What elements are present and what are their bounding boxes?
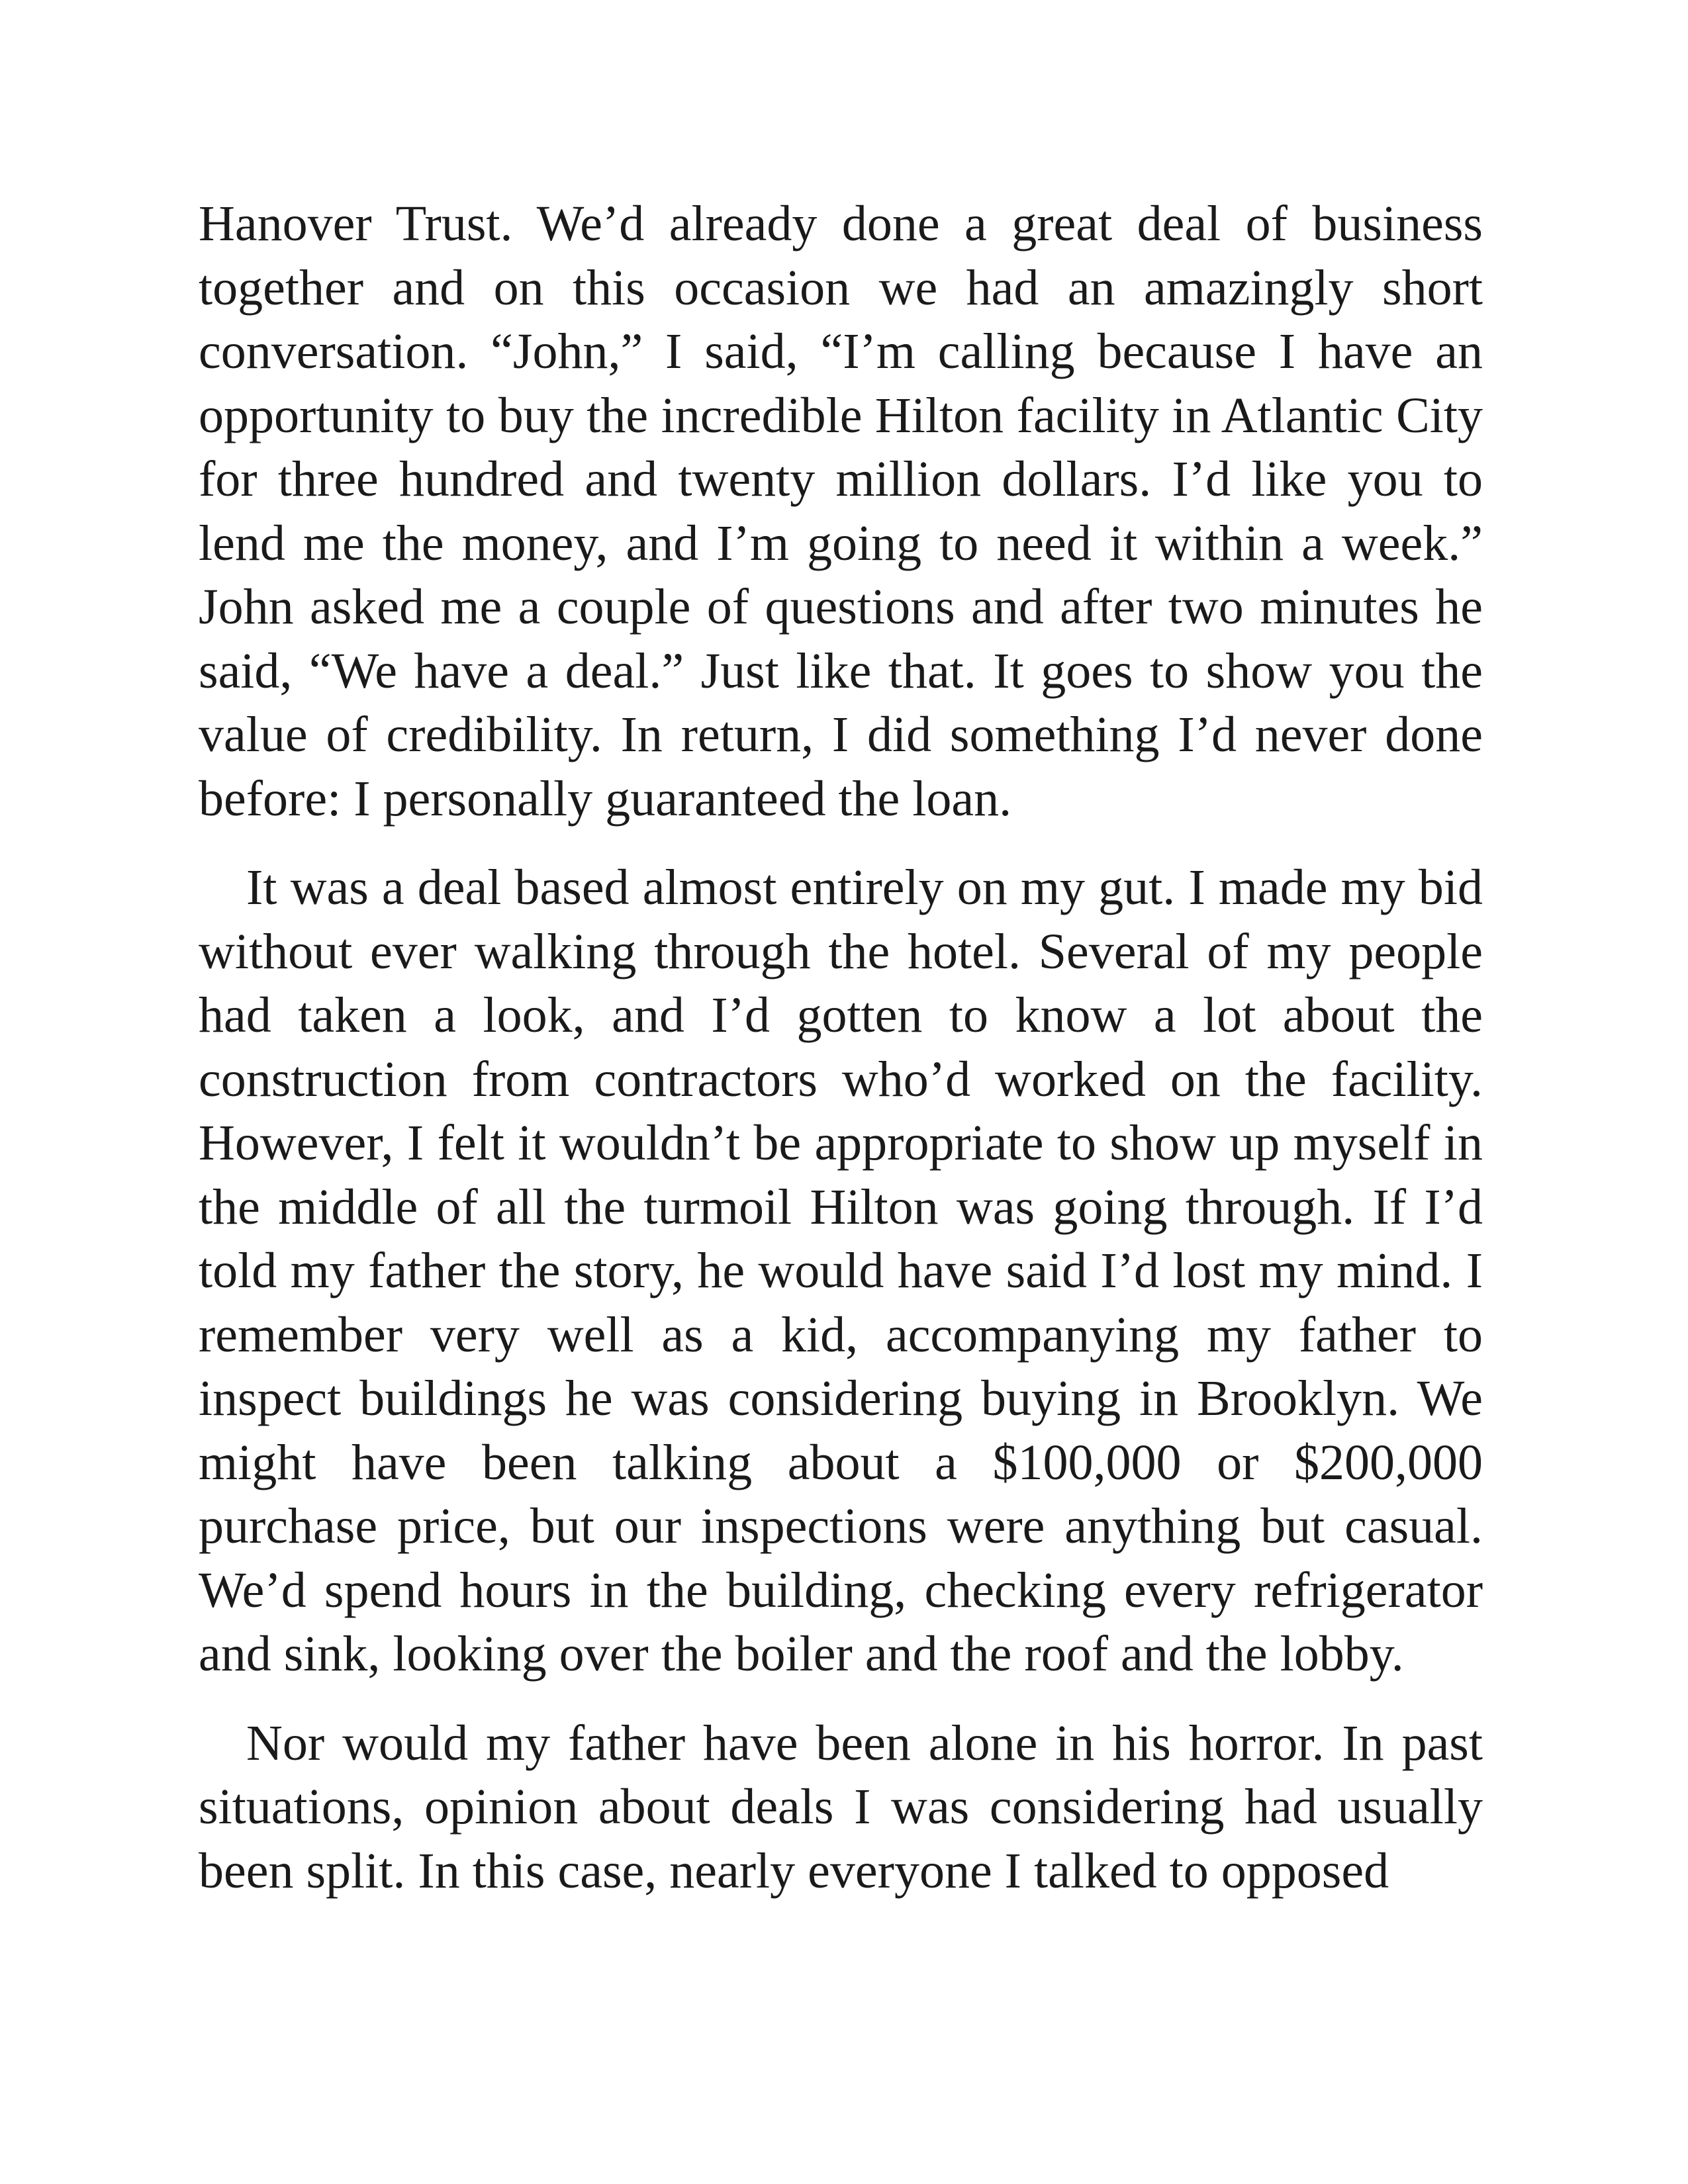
paragraph-3: Nor would my father have been alone in his horror. In past situations, opinion about deals I was considering had usually been split. In this case, nearly everyone I talked to opposed [199,1715,1483,1899]
paragraph-2: It was a deal based almost entirely on my gut. I made my bid without ever walking through the hotel. Several of my people had taken a look, and I’d gotten to know a lot about the construction from contractors who’d worked on the facility. However, I felt it wouldn’t be appropriate to show up myself in the middle of all the turmoil Hilton was going through. If I’d told my father the story, he would have said I’d lost my mind. I remember very well as a kid, accompanying my father to inspect buildings he was considering buying in Brooklyn. We might have been talking about a $100,000 or $200,000 purchase price, but our inspections were anything but casual. We’d spend hours in the building, checking every refrigerator and sink, looking over the boiler and the roof and the lobby. [199,860,1483,1682]
paragraph-1: Hanover Trust. We’d already done a great deal of business together and on this occasion we had an amazingly short conversation. “John,” I said, “I’m calling because I have an opportunity to buy the incredible Hilton facility in Atlantic City for three hundred and twenty million dollars. I’d like you to lend me the money, and I’m going to need it within a week.” John asked me a couple of questions and after two minutes he said, “We have a deal.” Just like that. It goes to show you the value of credibility. In return, I did something I’d never done before: I personally guaranteed the loan. [199,196,1483,827]
body-text [199,192,1483,1928]
